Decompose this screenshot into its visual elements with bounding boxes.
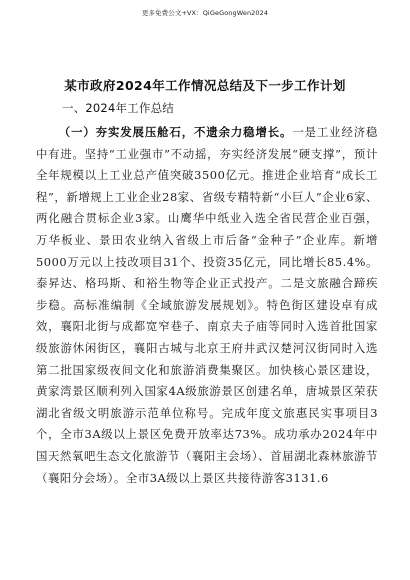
document-title: 某市政府2024年工作情况总结及下一步工作计划 xyxy=(64,78,346,93)
body-paragraph xyxy=(36,122,378,489)
subheading: （一）夯实发展压舱石，不遗余力稳增长。 xyxy=(58,125,293,139)
paragraph-text: 一是工业经济稳中有进。坚持“工业强市”不动摇，夯实经济发展“硬支撑”，预计全年规模以上工业总产值突破3500亿元。推进企业培育“成长工程”，新增规上工业企业28家、省级专精特新“小巨人”企业6家、两化融合贯标企业3家。山鹰华中纸业入选全省民营企业百强，万华板业、景田农业纳入省级上市后备“金种子”企业库。新增5000万元以上技改项目31个、投资35亿元，同比增长85.4%。泰昇达、格玛斯、和裕生物等企业正式投产。二是文旅融合蹄疾步稳。高标准编制《全域旅游发展规划》。特色街区建设卓有成效，襄阳北街与成都宽窄巷子、南京夫子庙等同时入选首批国家级旅游休闲街区，襄阳古城与北京王府井武汉楚河汉街同时入选第二批国家级夜间文化和旅游消费集聚区。加快核心景区建设，黄家湾景区顺利列入国家4A级旅游景区创建名单，唐城景区荣获湖北省级文明旅游示范单位称号。完成年度文旅惠民实事项目3个，全市3A级以上景区免费开放率达73%。成功承办2024年中国天然氧吧生态文化旅游节（襄阳主会场）、首届湖北森林旅游节（襄阳分会场）。全市3A级以上景区共接待游客3131.6 xyxy=(36,125,378,485)
header-note: 更多免费公文+VX：QiGeGongWen2024 xyxy=(141,9,269,17)
section-heading: 一、2024年工作总结 xyxy=(62,101,174,115)
document-body xyxy=(36,122,378,489)
